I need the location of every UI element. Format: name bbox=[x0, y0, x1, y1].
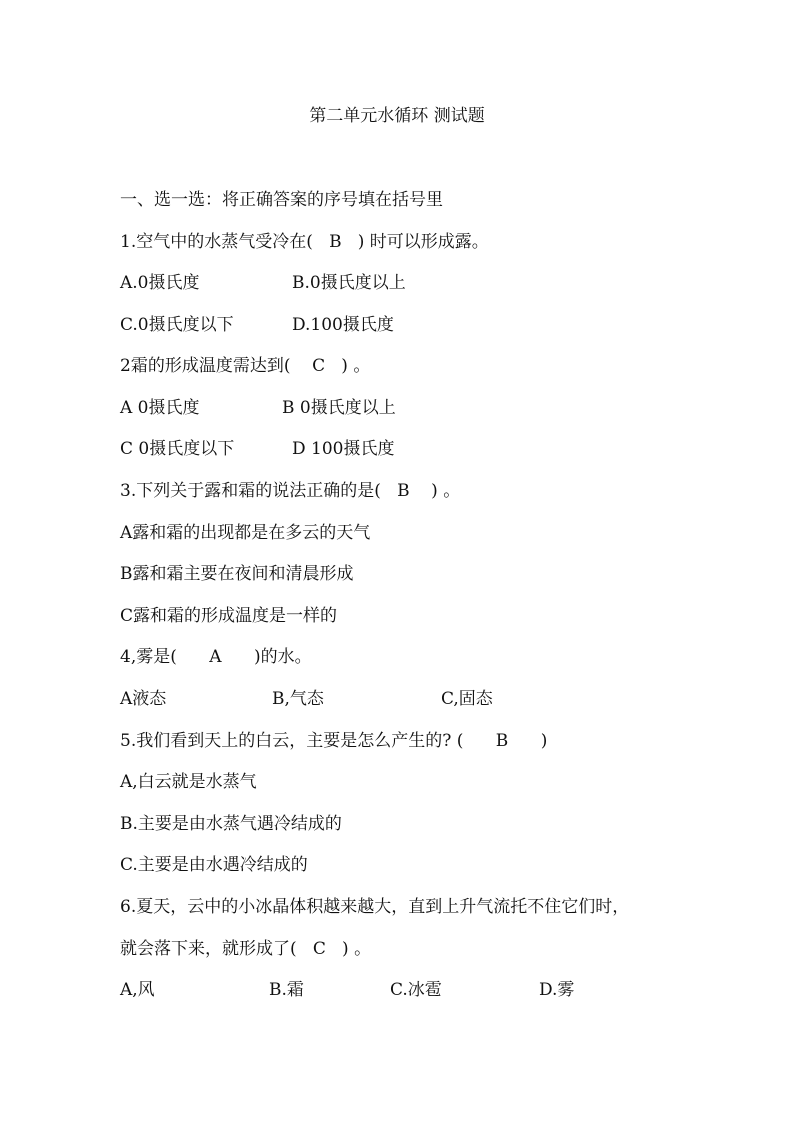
question-4-stem: 4,雾是( A )的水。 bbox=[120, 647, 312, 667]
question-1-option-c: C.0摄氏度以下 bbox=[120, 315, 234, 335]
question-5-option-c: C.主要是由水遇冷结成的 bbox=[120, 855, 308, 875]
question-1-stem: 1.空气中的水蒸气受冷在( B ) 时可以形成露。 bbox=[120, 232, 489, 252]
question-3-option-b: B露和霜主要在夜间和清晨形成 bbox=[120, 564, 354, 584]
question-1-option-d: D.100摄氏度 bbox=[292, 315, 394, 335]
question-2-option-a: A 0摄氏度 bbox=[120, 398, 200, 418]
question-5-option-b: B.主要是由水蒸气遇冷结成的 bbox=[120, 814, 342, 834]
section-heading: 一、选一选：将正确答案的序号填在括号里 bbox=[120, 190, 443, 210]
question-5-option-a: A,白云就是水蒸气 bbox=[120, 772, 257, 792]
question-4-option-c: C,固态 bbox=[441, 689, 493, 709]
question-6-option-c: C.冰雹 bbox=[390, 980, 442, 1000]
page-title: 第二单元水循环 测试题 bbox=[309, 106, 485, 126]
question-2-option-c: C 0摄氏度以下 bbox=[120, 439, 235, 459]
question-6-option-a: A,风 bbox=[120, 980, 155, 1000]
question-6-stem-line-2: 就会落下来，就形成了( C ) 。 bbox=[120, 939, 372, 959]
question-6-stem-line-1: 6.夏天，云中的小冰晶体积越来越大，直到上升气流托不住它们时， bbox=[120, 897, 630, 917]
question-4-option-a: A液态 bbox=[120, 689, 167, 709]
question-2-stem: 2霜的形成温度需达到( C ) 。 bbox=[120, 356, 371, 376]
question-3-option-a: A露和霜的出现都是在多云的天气 bbox=[120, 523, 371, 543]
question-1-option-b: B.0摄氏度以上 bbox=[292, 273, 406, 293]
question-3-option-c: C露和霜的形成温度是一样的 bbox=[120, 606, 338, 626]
question-3-stem: 3.下列关于露和霜的说法正确的是( B ) 。 bbox=[120, 481, 461, 501]
question-2-option-d: D 100摄氏度 bbox=[292, 439, 395, 459]
question-2-option-b: B 0摄氏度以上 bbox=[282, 398, 396, 418]
question-5-stem: 5.我们看到天上的白云，主要是怎么产生的? ( B ) bbox=[120, 731, 548, 751]
question-1-option-a: A.0摄氏度 bbox=[120, 273, 200, 293]
question-6-option-d: D.雾 bbox=[539, 980, 575, 1000]
question-4-option-b: B,气态 bbox=[272, 689, 324, 709]
question-6-option-b: B.霜 bbox=[269, 980, 304, 1000]
